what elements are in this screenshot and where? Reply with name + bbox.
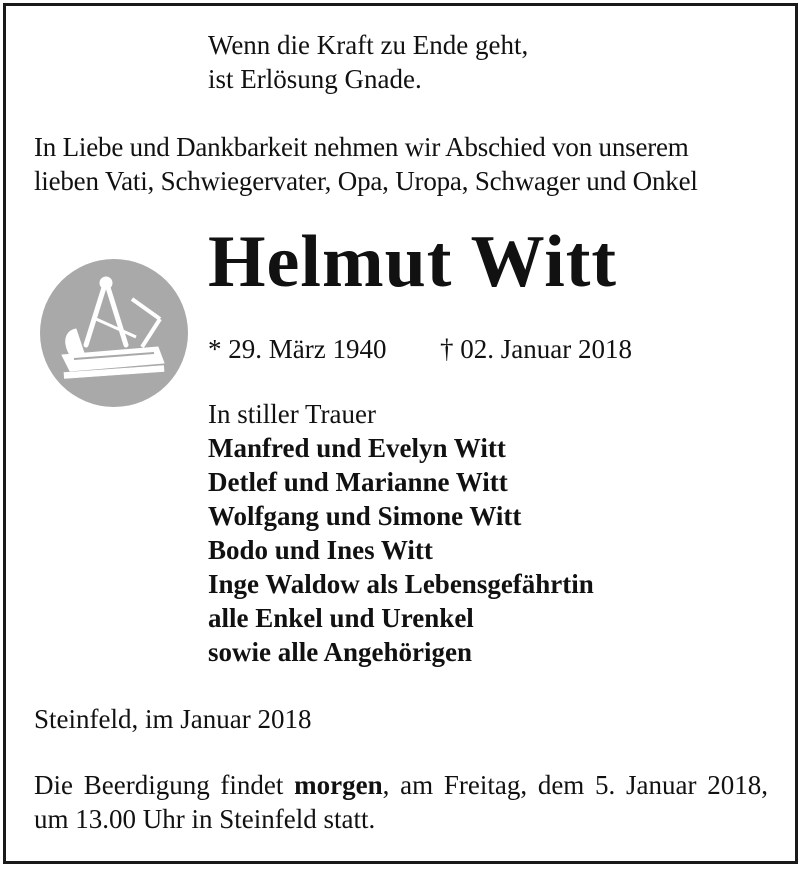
death-date: † 02. Januar 2018	[440, 334, 632, 364]
intro-line-2: lieben Vati, Schwiegervater, Opa, Uropa, Schwager und Onkel	[34, 166, 698, 196]
mourner-name: Wolfgang und Simone Witt	[208, 501, 522, 531]
place-date: Steinfeld, im Januar 2018	[34, 704, 312, 734]
mourner-name: sowie alle Angehörigen	[208, 637, 472, 667]
mourner-name: Inge Waldow als Lebensgefährtin	[208, 569, 594, 599]
funeral-emphasis: morgen	[294, 770, 383, 800]
mourner-name: Bodo und Ines Witt	[208, 535, 433, 565]
mourner-name: Detlef und Marianne Witt	[208, 467, 508, 497]
birth-date: * 29. März 1940	[208, 334, 387, 364]
funeral-text-after: , am Freitag, dem 5. Januar 2018, um 13.00 Uhr in Steinfeld statt.	[34, 770, 768, 834]
mourners-heading: In stiller Trauer	[208, 399, 376, 429]
funeral-notice	[34, 768, 768, 836]
carpenter-tools-icon	[40, 259, 188, 407]
deceased-name: Helmut Witt	[208, 221, 618, 303]
funeral-text-before: Die Beerdigung findet	[34, 770, 295, 800]
mourner-name: alle Enkel und Urenkel	[208, 603, 474, 633]
mourner-name: Manfred und Evelyn Witt	[208, 433, 506, 463]
intro-line-1: In Liebe und Dankbarkeit nehmen wir Abschied von unserem	[34, 132, 689, 162]
motto-line-2: ist Erlösung Gnade.	[208, 64, 422, 94]
motto-line-1: Wenn die Kraft zu Ende geht,	[208, 30, 529, 60]
